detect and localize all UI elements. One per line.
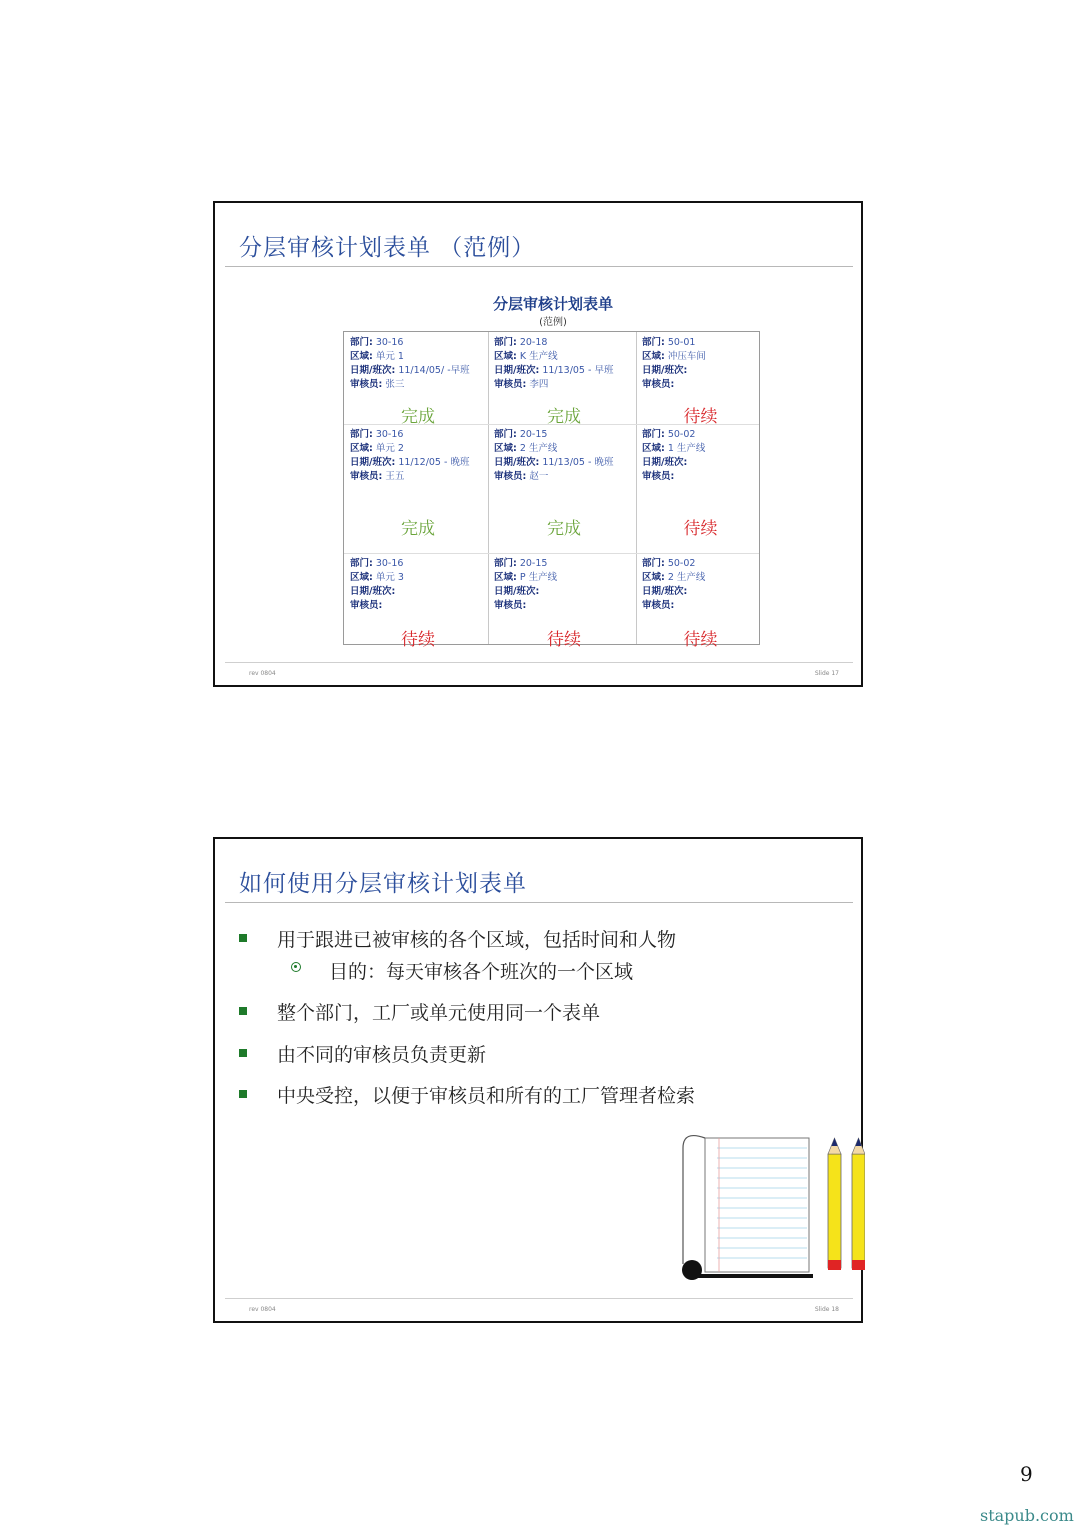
audit-cell — [350, 557, 486, 650]
status-label: 完成 — [547, 407, 581, 427]
field-area: 区域: 单元 1 — [350, 351, 404, 362]
footer-slide-number: Slide 18 — [814, 1306, 839, 1313]
footer-revision: rev 0804 — [249, 670, 276, 677]
field-area: 区域: 1 生产线 — [642, 443, 706, 454]
field-date: 日期/班次: 11/13/05 - 晚班 — [494, 457, 614, 468]
field-auditor: 审核员: — [494, 600, 527, 611]
audit-cell — [494, 336, 634, 427]
status-label: 完成 — [401, 407, 435, 427]
field-auditor: 审核员: 王五 — [350, 471, 405, 482]
audit-cell — [494, 428, 634, 551]
field-dept: 部门: 30-16 — [350, 429, 404, 440]
status-label: 待续 — [401, 630, 435, 650]
field-area: 区域: 2 生产线 — [494, 443, 558, 454]
form-title: 分层审核计划表单 — [492, 295, 613, 313]
field-auditor: 审核员: — [642, 471, 675, 482]
field-dept: 部门: 20-15 — [494, 429, 548, 440]
row-divider — [344, 553, 759, 554]
notebook-and-pencils-illustration — [675, 1124, 865, 1284]
audit-cell — [642, 336, 759, 427]
audit-cell — [350, 428, 486, 551]
watermark: stapub.com — [980, 1506, 1074, 1525]
footer-divider — [225, 1298, 853, 1299]
column-divider — [636, 332, 637, 644]
slide-title: 分层审核计划表单 （范例） — [239, 235, 536, 261]
field-dept: 部门: 20-18 — [494, 337, 548, 348]
status-label: 待续 — [547, 630, 581, 650]
field-date: 日期/班次: 11/14/05/ -早班 — [350, 365, 470, 376]
square-bullet-icon — [239, 1090, 247, 1098]
status-label: 待续 — [683, 630, 718, 650]
field-date: 日期/班次: — [350, 586, 396, 597]
title-divider — [225, 266, 853, 267]
slide-18: 如何使用分层审核计划表单 用于跟进已被审核的各个区域，包括时间和人物 目的：每天审核各个班次的一个区域 整个部门，工厂或单元使用同一个表单 由不同的审核员负责更新 中央受控，以便于审核员和所有的工厂管理者检索 rev 0804 Slide 18 — [213, 837, 863, 1323]
footer-revision: rev 0804 — [249, 1306, 276, 1313]
square-bullet-icon — [239, 934, 247, 942]
pencil-icon — [828, 1138, 841, 1270]
status-label: 完成 — [547, 519, 581, 539]
field-auditor: 审核员: — [642, 600, 675, 611]
field-area: 区域: 单元 3 — [350, 572, 404, 583]
page-number: 9 — [1020, 1462, 1033, 1486]
field-dept: 部门: 50-01 — [642, 337, 696, 348]
title-divider — [225, 902, 853, 903]
slide-title: 如何使用分层审核计划表单 — [239, 871, 527, 897]
field-date: 日期/班次: — [494, 586, 540, 597]
field-dept: 部门: 20-15 — [494, 558, 548, 569]
audit-cell — [642, 557, 759, 650]
column-divider — [488, 332, 489, 644]
form-subtitle: (范例) — [539, 317, 567, 328]
pencil-icon — [852, 1138, 865, 1270]
field-dept: 部门: 30-16 — [350, 558, 404, 569]
field-area: 区域: 单元 2 — [350, 443, 404, 454]
footer-divider — [225, 662, 853, 663]
field-auditor: 审核员: 赵一 — [494, 471, 549, 482]
status-label: 待续 — [683, 407, 718, 427]
status-label: 待续 — [683, 519, 718, 539]
field-date: 日期/班次: 11/12/05 - 晚班 — [350, 457, 470, 468]
field-auditor: 审核员: — [642, 379, 675, 390]
status-label: 完成 — [401, 519, 435, 539]
slide-17 — [213, 201, 863, 687]
field-date: 日期/班次: — [642, 457, 688, 468]
field-area: 区域: 冲压车间 — [642, 351, 706, 362]
audit-cell — [642, 428, 759, 551]
circle-bullet-icon — [291, 962, 301, 972]
square-bullet-icon — [239, 1007, 247, 1015]
footer-slide-number: Slide 17 — [814, 670, 839, 677]
audit-plan-grid — [343, 331, 760, 650]
field-area: 区域: P 生产线 — [494, 572, 558, 583]
audit-cell — [350, 336, 486, 427]
square-bullet-icon — [239, 1049, 247, 1057]
notebook-icon — [682, 1136, 813, 1280]
field-area: 区域: K 生产线 — [494, 351, 558, 362]
field-area: 区域: 2 生产线 — [642, 572, 706, 583]
field-dept: 部门: 30-16 — [350, 337, 404, 348]
field-auditor: 审核员: 李四 — [494, 379, 549, 390]
audit-cell — [494, 557, 634, 650]
field-auditor: 审核员: — [350, 600, 383, 611]
field-date: 日期/班次: 11/13/05 - 早班 — [494, 365, 614, 376]
field-date: 日期/班次: — [642, 365, 688, 376]
field-dept: 部门: 50-02 — [642, 429, 696, 440]
field-dept: 部门: 50-02 — [642, 558, 696, 569]
field-date: 日期/班次: — [642, 586, 688, 597]
field-auditor: 审核员: 张三 — [350, 379, 405, 390]
